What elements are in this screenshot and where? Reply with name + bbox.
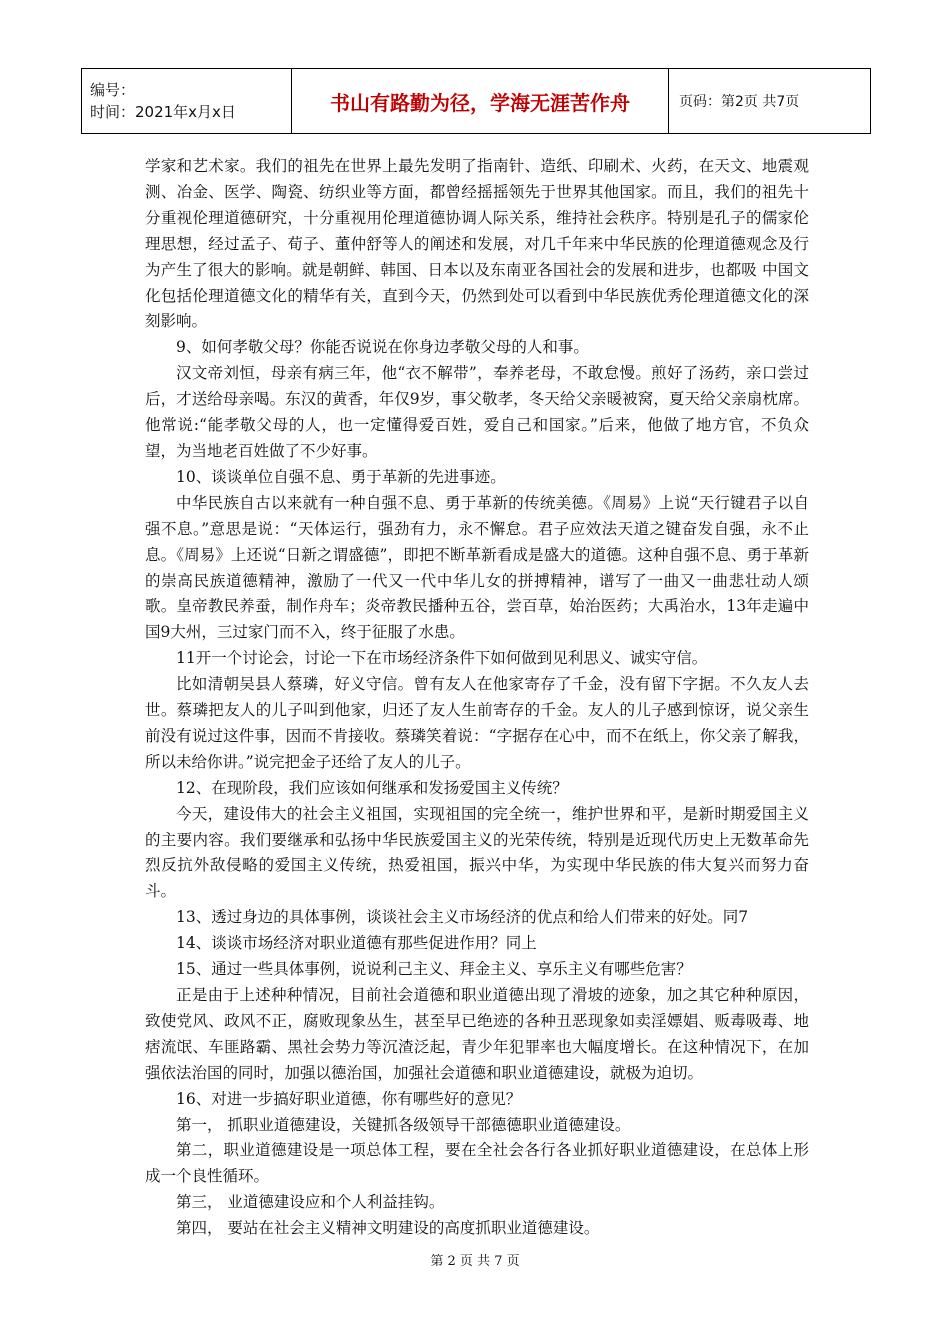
paragraph: 正是由于上述种种情况，目前社会道德和职业道德出现了滑坡的迹象，加之其它种种原因，致使党风、政风不正，腐败现象丛生，甚至早已绝迹的各种丑恶现象如卖淫嫖娼、贩毒吸毒、地痞流氓、车匪路霸、黑社会势力等沉渣泛起，青少年犯罪率也大幅度增长。在这种情况下，在加强依法治国的同时，加强以德治国，加强社会道德和职业道德建设，就极为迫切。 bbox=[145, 986, 809, 1082]
document-header bbox=[81, 68, 871, 134]
header-page-label: 页码：第2页 共7页 bbox=[669, 69, 871, 134]
question-heading: 15、通过一些具体事例，说说利己主义、拜金主义、享乐主义有哪些危害？ bbox=[176, 960, 692, 979]
paragraph: 汉文帝刘恒，母亲有病三年，他“衣不解带”，奉养老母，不敢怠慢。煎好了汤药，亲口尝过后，才送给母亲喝。东汉的黄香，年仅9岁，事父敬孝，冬天给父亲暖被窝，夏天给父亲扇枕席。他常说:“能孝敬父母的人，也一定懂得爱百姓，爱自己和国家。”后来，他做了地方官，不负众望，为当地老百姓做了不少好事。 bbox=[145, 364, 809, 460]
question-heading: 10、谈谈单位自强不息、勇于革新的先进事迹。 bbox=[176, 467, 506, 486]
paragraph: 今天，建设伟大的社会主义祖国，实现祖国的完全统一，维护世界和平，是新时期爱国主义的主要内容。我们要继承和弘扬中华民族爱国主义的光荣传统，特别是近现代历史上无数革命先烈反抗外敌侵略的爱国主义传统，热爱祖国，振兴中华，为实现中华民族的伟大复兴而努力奋斗。 bbox=[145, 804, 809, 901]
question-heading: 12、在现阶段，我们应该如何继承和发扬爱国主义传统？ bbox=[176, 778, 568, 797]
question-heading: 9、如何孝敬父母？你能否说说在你身边孝敬父母的人和事。 bbox=[176, 338, 589, 357]
paragraph: 学家和艺术家。我们的祖先在世界上最先发明了指南针、造纸、印刷术、火药，在天文、地震观测、冶金、医学、陶瓷、纺织业等方面，都曾经摇摇领先于世界其他国家。而且，我们的祖先十分重视伦理道德研究，十分重视用伦理道德协调人际关系，维持社会秩序。特别是孔子的儒家伦理思想，经过孟子、荀子、董仲舒等人的阐述和发展，对几千年来中华民族的伦理道德观念及行为产生了很大的影响。就是朝鲜、韩国、日本以及东南亚各国社会的发展和进步，也都吸 中国文化包括伦理道德文化的精华有关，直到今天，仍然到处可以看到中华民族优秀伦理道德文化的深刻影响。 bbox=[145, 157, 809, 331]
list-item: 第三， 业道德建设应和个人利益挂钩。 bbox=[176, 1193, 445, 1212]
header-meta-cell bbox=[82, 69, 292, 134]
question-heading: 16、对进一步搞好职业道德，你有哪些好的意见？ bbox=[176, 1089, 522, 1108]
header-number-label: 编号： bbox=[90, 81, 136, 99]
question-heading: 13、透过身边的具体事例，谈谈社会主义市场经济的优点和给人们带来的好处。同7 bbox=[176, 908, 749, 927]
paragraph: 中华民族自古以来就有一种自强不息、勇于革新的传统美德。《周易》上说“天行键君子以自强不息。”意思是说：“天体运行，强劲有力，永不懈怠。君子应效法天道之键奋发自强，永不止息。《周易》上还说“日新之谓盛德”，即把不断革新看成是盛大的道德。这种自强不息、勇于革新的崇高民族道德精神，激励了一代又一代中华儿女的拼搏精神，谱写了一曲又一曲悲壮动人颂歌。皇帝教民养蚕，制作舟车；炎帝教民播种五谷，尝百草，始治医药；大禹治水，13年走遍中国9大州，三过家门而不入，终于征服了水患。 bbox=[145, 493, 809, 642]
header-motto: 书山有路勤为径，学海无涯苦作舟 bbox=[292, 69, 669, 134]
list-item: 第二，职业道德建设是一项总体工程，要在全社会各行各业抓好职业道德建设，在总体上形成一个良性循环。 bbox=[145, 1141, 809, 1186]
header-date-label: 时间：2021年x月x日 bbox=[90, 103, 236, 121]
document-body bbox=[145, 154, 809, 1242]
footer-page-number: 第 2 页 共 7 页 bbox=[430, 1254, 520, 1269]
list-item: 第一， 抓职业道德建设，关键抓各级领导干部德德职业道德建设。 bbox=[176, 1115, 631, 1134]
paragraph: 比如清朝吴县人蔡璘，好义守信。曾有友人在他家寄存了千金，没有留下字据。不久友人去世。蔡璘把友人的儿子叫到他家，归还了友人生前寄存的千金。友人的儿子感到惊讶，说父亲生前没有说过这件事，因而不肯接收。蔡璘笑着说：“字据存在心中，而不在纸上，你父亲了解我，所以未给你讲。”说完把金子还给了友人的儿子。 bbox=[145, 675, 809, 771]
list-item: 第四， 要站在社会主义精神文明建设的高度抓职业道德建设。 bbox=[176, 1219, 600, 1238]
question-heading: 14、谈谈市场经济对职业道德有那些促进作用？同上 bbox=[176, 934, 537, 953]
question-heading: 11开一个讨论会，讨论一下在市场经济条件下如何做到见利思义、诚实守信。 bbox=[176, 649, 708, 668]
page-footer bbox=[0, 1250, 950, 1269]
